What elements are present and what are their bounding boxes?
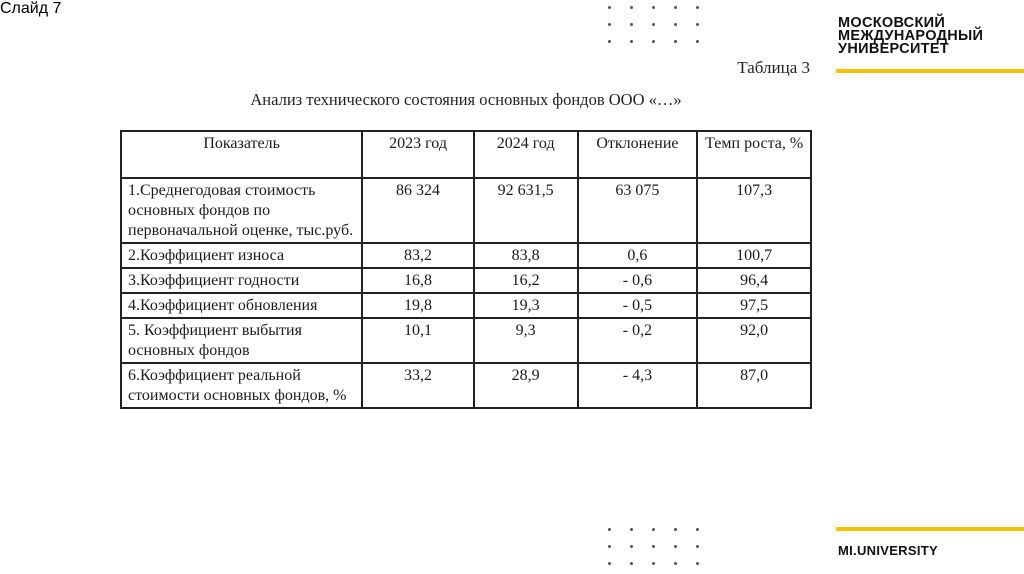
cell-growth-rate: 97,5: [697, 293, 811, 318]
cell-2023: 83,2: [362, 243, 474, 268]
cell-2023: 86 324: [362, 178, 474, 243]
row-label: 1.Среднегодовая стоимость основных фондов по первоначальной оценке, тыс.руб.: [121, 178, 362, 243]
cell-2024: 19,3: [474, 293, 578, 318]
cell-deviation: 0,6: [578, 243, 698, 268]
cell-2023: 19,8: [362, 293, 474, 318]
table-row: [121, 268, 811, 293]
fixed-assets-table: [120, 130, 812, 409]
cell-growth-rate: 107,3: [697, 178, 811, 243]
cell-2023: 10,1: [362, 318, 474, 363]
footer-brand: MI.UNIVERSITY: [838, 543, 938, 558]
logo-line-3: УНИВЕРСИТЕТ: [838, 41, 949, 57]
cell-growth-rate: 100,7: [697, 243, 811, 268]
cell-deviation: - 0,2: [578, 318, 698, 363]
table-row: [121, 293, 811, 318]
table-row: [121, 363, 811, 408]
cell-growth-rate: 87,0: [697, 363, 811, 408]
row-label: 6.Коэффициент реальной стоимости основных фондов, %: [121, 363, 362, 408]
decorative-dots-top: [608, 6, 700, 43]
cell-deviation: - 4,3: [578, 363, 698, 408]
row-label: 4.Коэффициент обновления: [121, 293, 362, 318]
logo-line-1: МОСКОВСКИЙ: [838, 15, 946, 31]
header-2024: 2024 год: [474, 131, 578, 178]
slide-label: Слайд 7: [0, 0, 62, 17]
decorative-dots-bottom: [608, 528, 700, 565]
accent-bar-top: [836, 69, 1024, 73]
cell-growth-rate: 92,0: [697, 318, 811, 363]
row-label: 3.Коэффициент годности: [121, 268, 362, 293]
logo-line-2: МЕЖДУНАРОДНЫЙ: [838, 28, 984, 44]
table-row: [121, 243, 811, 268]
university-logo: [838, 17, 983, 56]
table-row: [121, 178, 811, 243]
header-growth-rate: Темп роста, %: [697, 131, 811, 178]
cell-deviation: - 0,5: [578, 293, 698, 318]
cell-2024: 28,9: [474, 363, 578, 408]
cell-2023: 33,2: [362, 363, 474, 408]
table-row: [121, 318, 811, 363]
cell-2024: 83,8: [474, 243, 578, 268]
header-indicator: Показатель: [121, 131, 362, 178]
cell-deviation: 63 075: [578, 178, 698, 243]
document-title: Анализ технического состояния основных фондов ООО «…»: [250, 90, 682, 109]
cell-2024: 16,2: [474, 268, 578, 293]
accent-bar-bottom: [836, 527, 1024, 531]
cell-2024: 92 631,5: [474, 178, 578, 243]
cell-growth-rate: 96,4: [697, 268, 811, 293]
header-2023: 2023 год: [362, 131, 474, 178]
table-header-row: [121, 131, 811, 178]
cell-deviation: - 0,6: [578, 268, 698, 293]
row-label: 2.Коэффициент износа: [121, 243, 362, 268]
row-label: 5. Коэффициент выбытия основных фондов: [121, 318, 362, 363]
cell-2023: 16,8: [362, 268, 474, 293]
cell-2024: 9,3: [474, 318, 578, 363]
table-caption: Таблица 3: [737, 58, 810, 77]
header-deviation: Отклонение: [578, 131, 698, 178]
